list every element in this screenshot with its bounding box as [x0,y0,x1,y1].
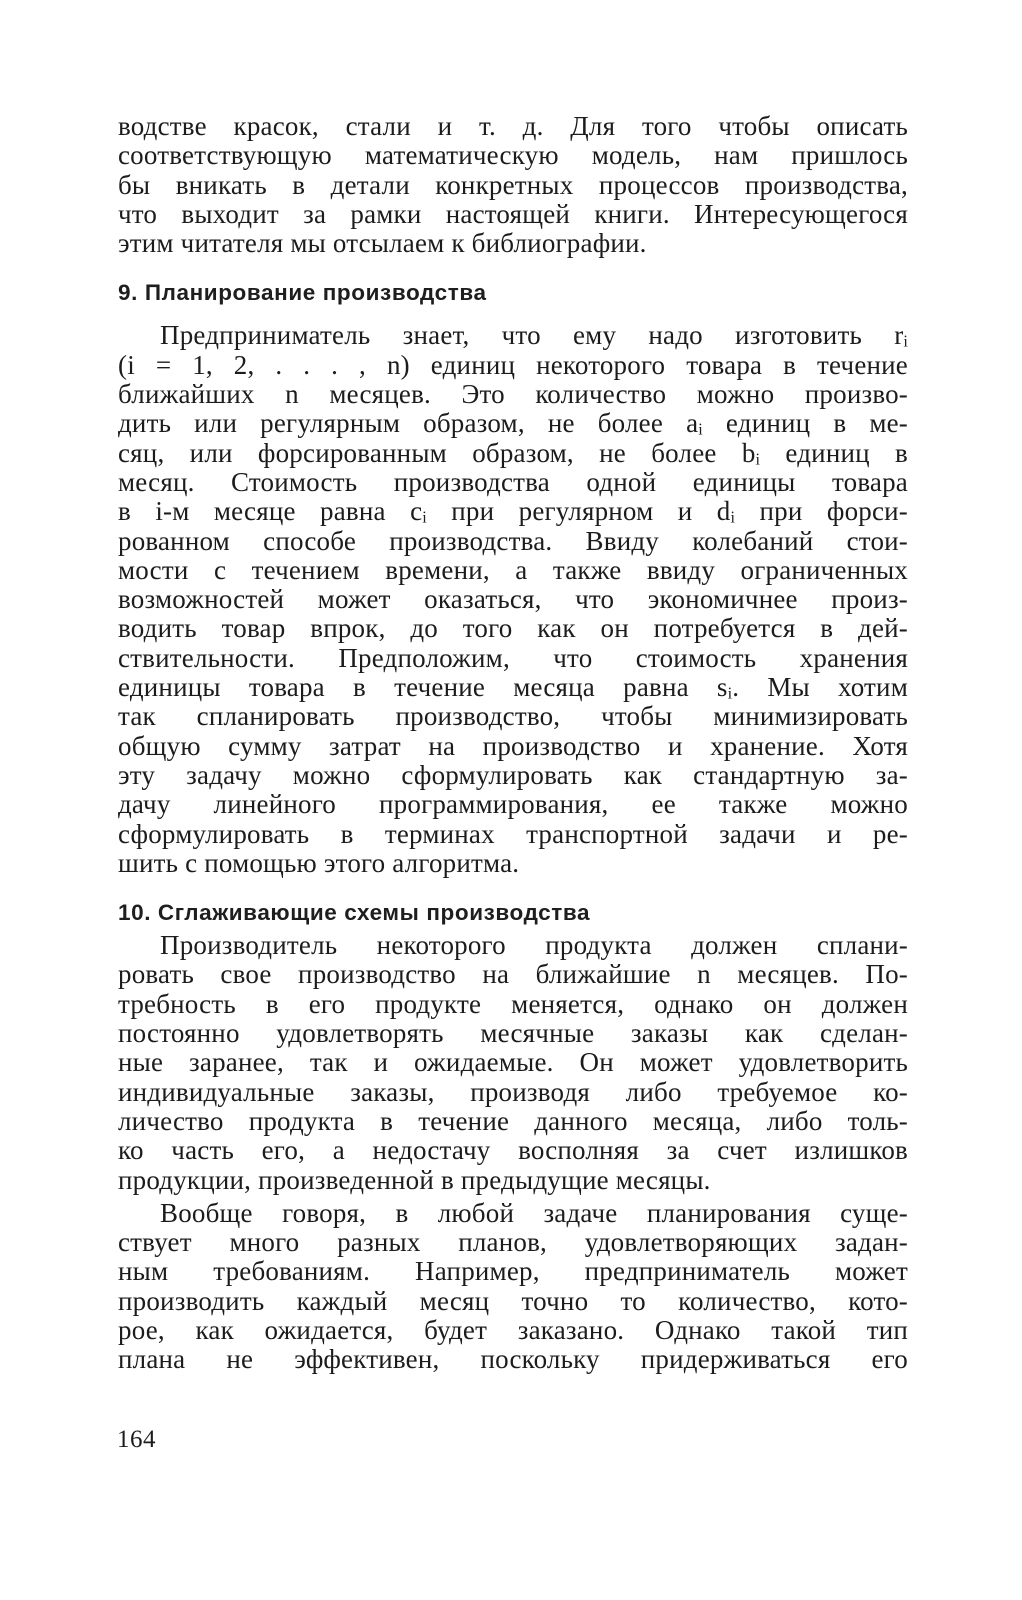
text-line: водить товар впрок, до того как он потребуется в дей- [118,613,908,644]
text-line: водстве красок, стали и т. д. Для того чтобы описать [118,111,908,141]
text-line: ближайших n месяцев. Это количество можно произво- [118,379,908,410]
text-line: Предприниматель знает, что ему надо изготовить rᵢ [160,320,908,351]
text-line: рое, как ожидается, будет заказано. Однако такой тип [118,1314,908,1345]
page-body [118,112,908,1375]
text-line: продукции, произведенной в предыдущие месяцы. [118,1164,711,1195]
text-line: ровать свое производство на ближайшие n месяцев. По- [118,959,908,990]
text-line: производить каждый месяц точно то количество, кото- [118,1285,908,1316]
text-line: рованном способе производства. Ввиду колебаний стои- [118,525,908,556]
text-line: сяц, или форсированным образом, не более bᵢ единиц в [118,437,908,468]
text-line: общую сумму затрат на производство и хранение. Хотя [118,730,908,761]
text-line: соответствующую математическую модель, нам пришлось [118,140,908,171]
text-line: личество продукта в течение данного месяца, либо толь- [118,1105,908,1136]
text-line: эту задачу можно сформулировать как стандартную за- [118,759,908,790]
text-line: постоянно удовлетворять месячные заказы как сделан- [118,1018,908,1049]
text-line: ствует много разных планов, удовлетворяющих задан- [118,1227,908,1258]
text-line: в i-м месяце равна cᵢ при регулярном и dᵢ при форси- [118,496,908,527]
text-line: месяц. Стоимость производства одной единицы товара [118,466,908,497]
section-10-paragraph-1 [118,931,908,1195]
paragraph-continuation [118,112,908,258]
text-line: дить или регулярным образом, не более aᵢ единиц в ме- [118,408,908,439]
section-heading-9: 9. Планирование производства [118,280,487,306]
text-line: так спланировать производство, чтобы минимизировать [118,701,908,732]
text-line: (i = 1, 2, . . . , n) единиц некоторого товара в течение [118,349,908,380]
text-line: Вообще говоря, в любой задаче планирования суще- [160,1197,908,1228]
section-10-paragraph-2 [118,1199,908,1375]
text-line: этим читателя мы отсылаем к библиографии. [118,228,647,259]
text-line: плана не эффективен, поскольку придерживаться его [118,1344,908,1375]
text-line: бы вникать в детали конкретных процессов производства, [118,169,908,200]
text-line: дачу линейного программирования, ее также можно [118,789,908,820]
text-line: возможностей может оказаться, что экономичнее произ- [118,584,908,615]
text-line: ствительности. Предположим, что стоимость хранения [118,642,908,673]
page-number: 164 [117,1426,156,1453]
text-line: сформулировать в терминах транспортной задачи и ре- [118,818,908,849]
text-line: единицы товара в течение месяца равна sᵢ. Мы хотим [118,672,908,703]
text-line: ко часть его, а недостачу восполняя за счет излишков [118,1135,908,1166]
section-heading-10: 10. Сглаживающие схемы производства [118,900,591,926]
text-line: ным требованиям. Например, предприниматель может [118,1256,908,1287]
text-line: что выходит за рамки настоящей книги. Интересующегося [118,198,908,229]
text-line: Производитель некоторого продукта должен сплани- [160,930,908,961]
section-9-paragraph [118,321,908,878]
text-line: требность в его продукте меняется, однако он должен [118,988,908,1019]
text-line: шить с помощью этого алгоритма. [118,847,520,878]
text-line: мости с течением времени, а также ввиду ограниченных [118,554,908,585]
text-line: ные заранее, так и ожидаемые. Он может удовлетворить [118,1047,908,1078]
text-line: индивидуальные заказы, производя либо требуемое ко- [118,1076,908,1107]
